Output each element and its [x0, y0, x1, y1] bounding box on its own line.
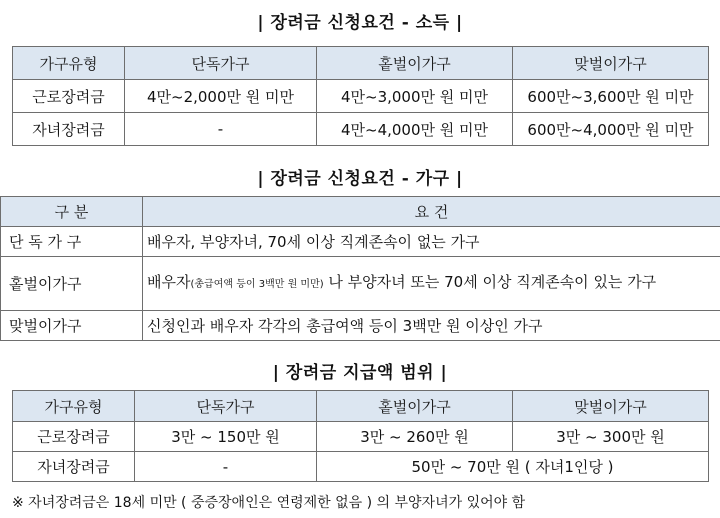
table-cell: 근로장려금 [13, 422, 135, 452]
table-row [13, 113, 709, 146]
table-cell [143, 257, 720, 311]
table-cell: 홑벌이가구 [1, 257, 143, 311]
table-cell: 4만~3,000만 원 미만 [317, 80, 513, 113]
header-cell: 가구유형 [13, 391, 135, 422]
table-row [1, 227, 720, 257]
header-cell: 요 건 [143, 197, 720, 227]
table-cell: 단 독 가 구 [1, 227, 143, 257]
requirement-note: (총급여액 등이 3백만 원 미만) [190, 279, 324, 290]
table-cell: 자녀장려금 [13, 113, 125, 146]
table-cell: - [135, 452, 317, 482]
table-row [13, 80, 709, 113]
household-requirements-table [0, 196, 720, 341]
table-row [13, 452, 709, 482]
table-cell: 자녀장려금 [13, 452, 135, 482]
table-cell: 맞벌이가구 [1, 311, 143, 341]
table-row [13, 422, 709, 452]
header-cell: 홑벌이가구 [317, 47, 513, 80]
table-cell: 신청인과 배우자 각각의 총급여액 등이 3백만 원 이상인 가구 [143, 311, 720, 341]
payment-range-table [12, 390, 709, 482]
header-cell: 구 분 [1, 197, 143, 227]
section1-title: | 장려금 신청요건 - 소득 | [257, 13, 463, 33]
table-cell: 근로장려금 [13, 80, 125, 113]
header-cell: 가구유형 [13, 47, 125, 80]
table-cell: 배우자, 부양자녀, 70세 이상 직계존속이 없는 가구 [143, 227, 720, 257]
header-cell: 홑벌이가구 [317, 391, 513, 422]
requirement-text: 나 부양자녀 또는 70세 이상 직계존속이 있는 가구 [323, 273, 657, 291]
income-requirements-table [12, 46, 709, 146]
header-cell: 맞벌이가구 [513, 391, 709, 422]
table-cell: 600만~3,600만 원 미만 [513, 80, 709, 113]
table-cell: 600만~4,000만 원 미만 [513, 113, 709, 146]
header-cell: 단독가구 [125, 47, 317, 80]
table-header-row [1, 197, 720, 227]
table-cell: 3만 ~ 260만 원 [317, 422, 513, 452]
requirement-text: 배우자 [147, 273, 191, 291]
header-cell: 맞벌이가구 [513, 47, 709, 80]
footnote: ※ 자녀장려금은 18세 미만 ( 중증장애인은 연령제한 없음 ) 의 부양자녀가 있어야 함 [12, 495, 526, 511]
section2-title: | 장려금 신청요건 - 가구 | [257, 169, 463, 189]
section3-title: | 장려금 지급액 범위 | [272, 363, 448, 383]
table-cell: 4만~2,000만 원 미만 [125, 80, 317, 113]
table-cell: - [125, 113, 317, 146]
table-row [1, 257, 720, 311]
table-header-row [13, 47, 709, 80]
table-cell: 3만 ~ 300만 원 [513, 422, 709, 452]
table-cell: 3만 ~ 150만 원 [135, 422, 317, 452]
header-cell: 단독가구 [135, 391, 317, 422]
table-cell: 50만 ~ 70만 원 ( 자녀1인당 ) [317, 452, 709, 482]
table-cell: 4만~4,000만 원 미만 [317, 113, 513, 146]
table-header-row [13, 391, 709, 422]
table-row [1, 311, 720, 341]
